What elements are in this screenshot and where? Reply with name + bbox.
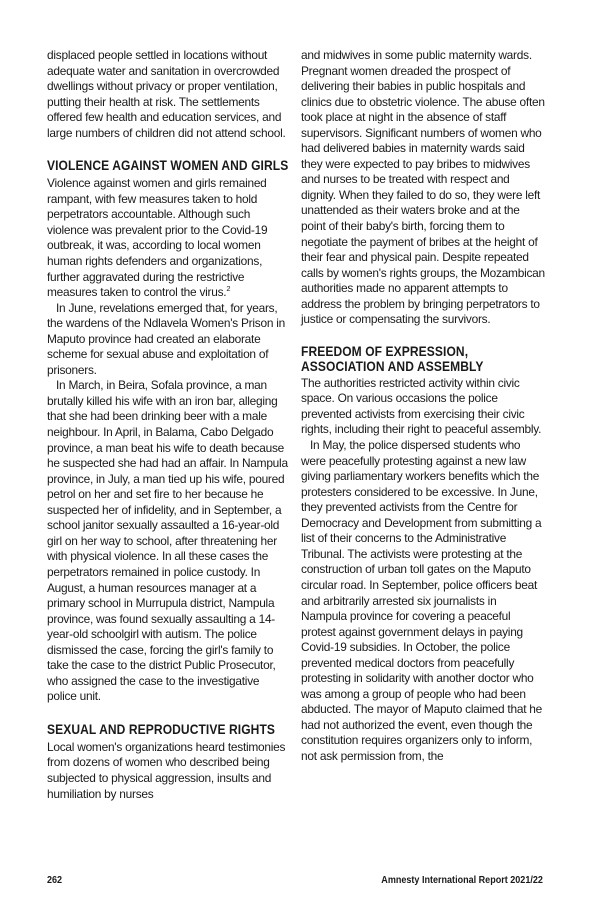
left-column bbox=[47, 48, 289, 802]
section-heading-violence: VIOLENCE AGAINST WOMEN AND GIRLS bbox=[47, 157, 289, 174]
violence-paragraph-1 bbox=[47, 176, 289, 300]
sexual-rights-paragraph: Local women's organizations heard testimonies from dozens of women who described being subjected to physical aggression, insults and humiliation by nurses bbox=[47, 739, 286, 801]
section-heading-sexual-rights: SEXUAL AND REPRODUCTIVE RIGHTS bbox=[47, 720, 276, 737]
freedom-paragraph-2: In May, the police dispersed students who were peacefully protesting against a new law giving parliamentary workers benefits which the protesters considered to be excessive. In June, they prevented activists from the Centre for Democracy and Development from submitting a list of their concerns to the Administrative Tribunal. The activists were protesting at the construction of urban toll gates on the Maputo circular road. In September, police officers beat and arbitrarily arrested six journalists in Nampula province for covering a peaceful protest against government delays in paying Covid-19 subsidies. In October, the police prevented medical doctors from peacefully protesting in solidarity with another doctor who was among a group of people who had been abducted. The mayor of Maputo claimed that he had not authorized the event, even though the constitution requires organizers only to inform, not ask permission from, the bbox=[301, 438, 543, 763]
violence-paragraph-1-text: Violence against women and girls remained rampant, with few measures taken to hold perpetrators accountable. Although such violence was prevalent prior to the Covid-19 outbreak, it was, according to local women human rights defenders and organizations, further aggravated during the restrictive measures taken to control the virus. bbox=[47, 176, 268, 300]
sexual-rights-continued: and midwives in some public maternity wards. Pregnant women dreaded the prospect of delivering their babies in public hospitals and clinics due to obstetric violence. The abuse often took place at night in the absence of staff supervisors. Significant numbers of women who had delivered babies in maternity wards said they were expected to pay bribes to midwives and nurses to be treated with respect and dignity. When they failed to do so, they were left unattended as their waters broke and at the point of their baby's birth, forcing them to negotiate the payment of bribes at the height of their fear and physical pain. Despite repeated calls by women's rights groups, the Mozambican authorities made no apparent attempts to address the problem by bringing perpetrators to justice or compensating the survivors. bbox=[301, 48, 545, 327]
intro-paragraph: displaced people settled in locations without adequate water and sanitation in overcrowded dwellings without privacy or proper ventilation, putting their health at risk. The settlements offered few health and education services, and large numbers of children did not attend school. bbox=[47, 48, 286, 140]
violence-paragraph-2: In June, revelations emerged that, for years, the wardens of the Ndlavela Women's Prison in Maputo province had created an elaborate scheme for sexual abuse and exploitation of prisoners. bbox=[47, 300, 285, 377]
right-column bbox=[301, 48, 545, 765]
violence-paragraph-3: In March, in Beira, Sofala province, a man brutally killed his wife with an iron bar, alleging that she had been drinking beer with a male neighbour. In April, in Balama, Cabo Delgado province, a man beat his wife to death because he suspected she had had an affair. In Nampula province, in July, a man tied up his wife, poured petrol on her and set fire to her because he suspected her of infidelity, and in September, a school janitor sexually assaulted a 16-year-old girl on her way to school, after threatening her with physical violence. In all these cases the perpetrators remained in police custody. In August, a human resources manager at a primary school in Murrupula district, Nampula province, was found sexually assaulting a 14-year-old schoolgirl with autism. The police dismissed the case, forcing the girl's family to take the case to the district Public Prosecutor, who assigned the case to the investigative police unit. bbox=[47, 378, 288, 704]
heading-line-1: FREEDOM OF EXPRESSION, bbox=[301, 342, 469, 359]
section-heading-freedom bbox=[301, 344, 511, 374]
page-number: 262 bbox=[47, 874, 63, 886]
report-title: Amnesty International Report 2021/22 bbox=[381, 874, 543, 886]
freedom-paragraph-1: The authorities restricted activity within civic space. On various occasions the police prevented activists from exercising their civic rights, including their right to peaceful assembly. bbox=[301, 375, 542, 437]
footnote-reference[interactable]: 2 bbox=[226, 284, 231, 294]
heading-line-2: ASSOCIATION AND ASSEMBLY bbox=[301, 357, 484, 374]
